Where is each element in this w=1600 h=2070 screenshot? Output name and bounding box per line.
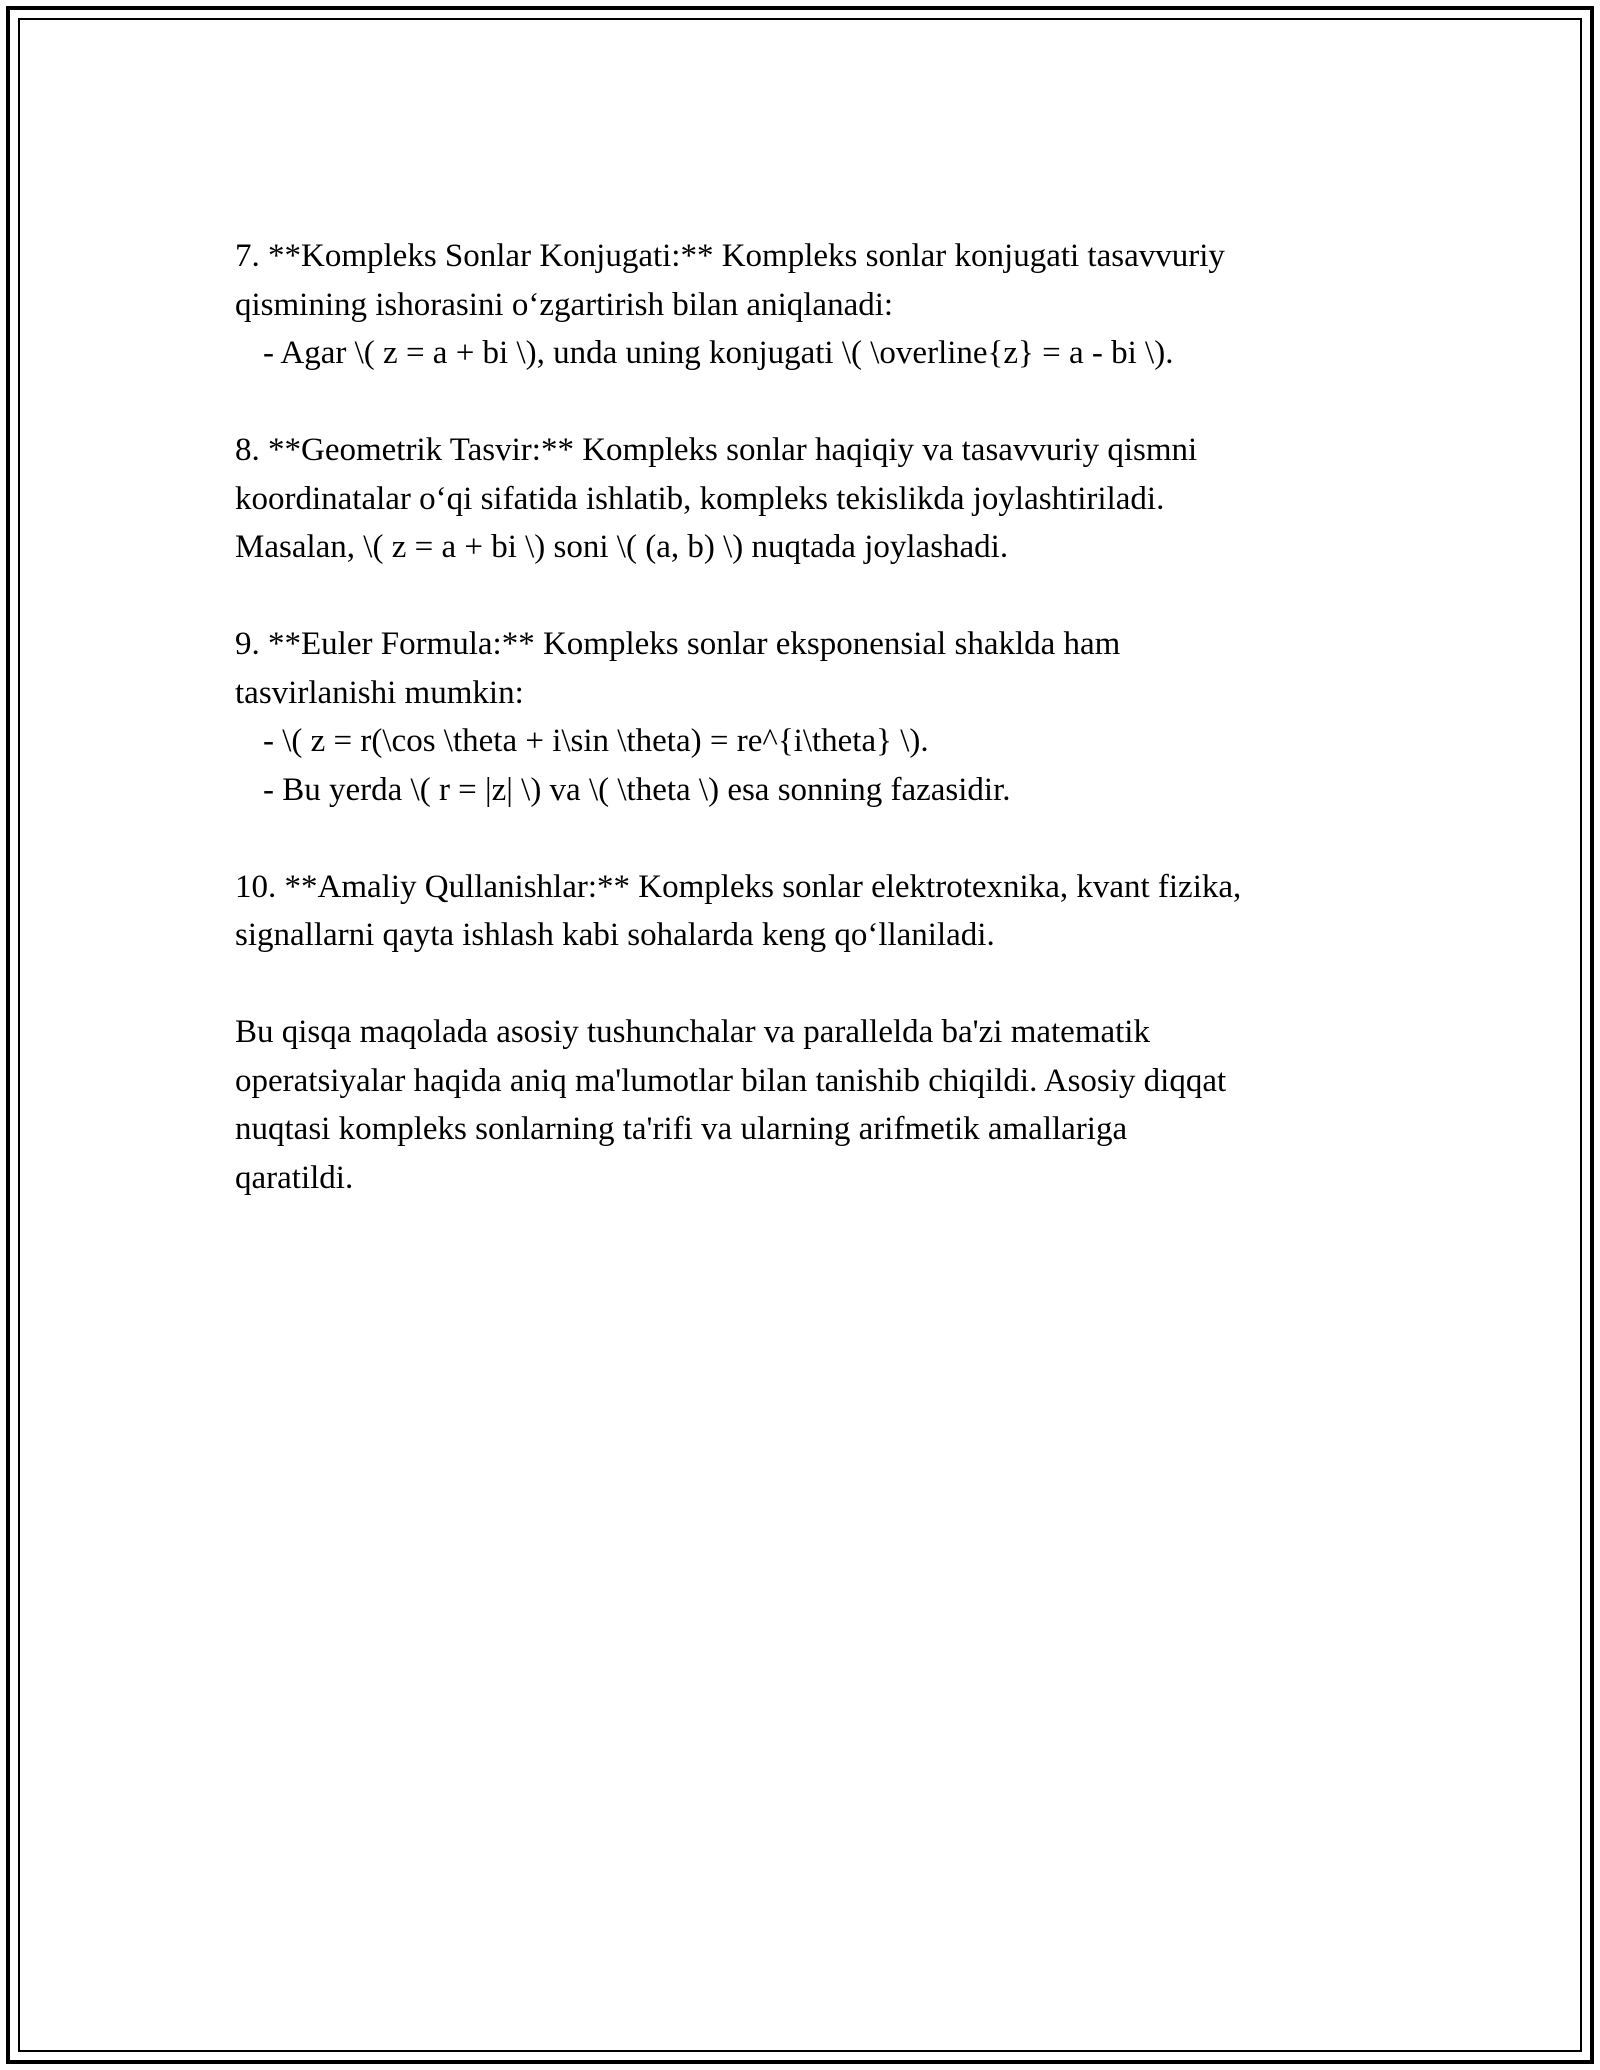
text-line: operatsiyalar haqida aniq ma'lumotlar bilan tanishib chiqildi. Asosiy diqqat xyxy=(235,1062,1227,1099)
text-line: qaratildi. xyxy=(235,1159,354,1196)
text-line: Bu qisqa maqolada asosiy tushunchalar va parallelda ba'zi matematik xyxy=(235,1014,1150,1050)
document-body xyxy=(235,232,1365,1251)
text-line: signallarni qayta ishlash kabi sohalarda keng qo‘llaniladi. xyxy=(235,917,995,953)
item-8-geometric xyxy=(235,426,1365,572)
sub-bullet: - Agar \( z = a + bi \), unda uning konjugati \( \overline{z} = a - bi \). xyxy=(263,335,1174,371)
text-line: Masalan, \( z = a + bi \) soni \( (a, b) \) nuqtada joylashadi. xyxy=(235,529,1009,565)
text-line: qismining ishorasini o‘zgartirish bilan aniqlanadi: xyxy=(235,286,894,323)
sub-bullet: - \( z = r(\cos \theta + i\sin \theta) = re^{i\theta} \). xyxy=(263,723,929,759)
text-line: 10. **Amaliy Qullanishlar:** Kompleks sonlar elektrotexnika, kvant fizika, xyxy=(235,868,1242,905)
text-line: 7. **Kompleks Sonlar Konjugati:** Kompleks sonlar konjugati tasavvuriy xyxy=(235,238,1225,274)
conclusion-paragraph xyxy=(235,1008,1365,1202)
text-line: 8. **Geometrik Tasvir:** Kompleks sonlar haqiqiy va tasavvuriy qismni xyxy=(235,432,1198,468)
text-line: nuqtasi kompleks sonlarning ta'rifi va ularning arifmetik amallariga xyxy=(235,1111,1128,1147)
item-7-conjugate xyxy=(235,232,1365,378)
item-9-euler xyxy=(235,620,1365,814)
text-line: tasvirlanishi mumkin: xyxy=(235,674,524,711)
sub-bullet: - Bu yerda \( r = |z| \) va \( \theta \) esa sonning fazasidir. xyxy=(263,771,1011,808)
text-line: koordinatalar o‘qi sifatida ishlatib, kompleks tekislikda joylashtiriladi. xyxy=(235,480,1165,517)
item-10-applications xyxy=(235,863,1365,960)
text-line: 9. **Euler Formula:** Kompleks sonlar eksponensial shaklda ham xyxy=(235,626,1121,662)
